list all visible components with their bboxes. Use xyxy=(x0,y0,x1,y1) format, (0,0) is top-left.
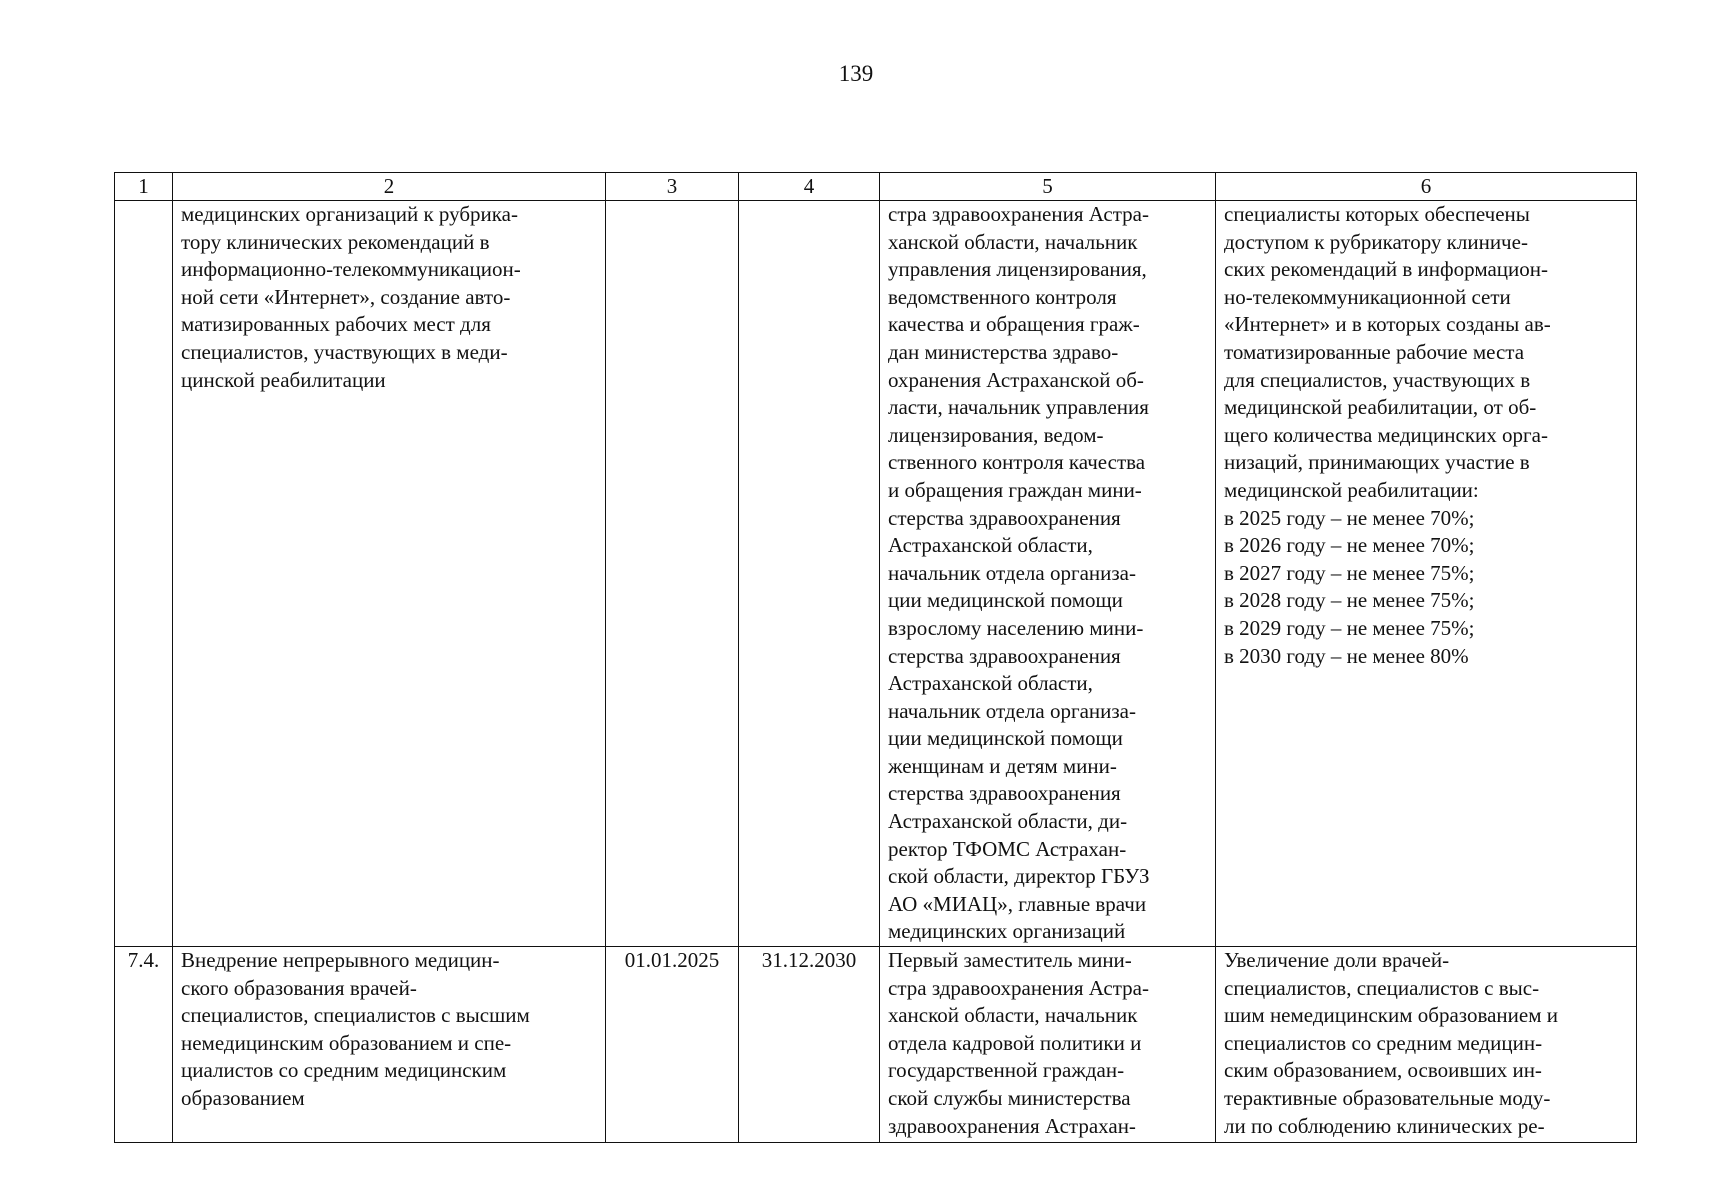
header-row xyxy=(115,173,1637,201)
text-line: низаций, принимающих участие в xyxy=(1224,450,1530,475)
text-line: в 2029 году – не менее 75%; xyxy=(1224,615,1475,640)
text-line: отдела кадровой политики и xyxy=(888,1030,1142,1055)
text-line: Увеличение доли врачей- xyxy=(1224,948,1450,973)
text-line: стерства здравоохранения xyxy=(888,781,1121,806)
table-row xyxy=(115,947,1637,1143)
text-line: ректор ТФОМС Астрахан- xyxy=(888,836,1127,861)
text-line: и обращения граждан мини- xyxy=(888,477,1142,502)
header-col-6: 6 xyxy=(1216,173,1637,201)
text-line: но-телекоммуникационной сети xyxy=(1224,284,1511,309)
text-line: начальник отдела организа- xyxy=(888,698,1136,723)
text-line: дан министерства здраво- xyxy=(888,339,1119,364)
text-line: в 2025 году – не менее 70%; xyxy=(1224,505,1475,530)
header-col-3: 3 xyxy=(606,173,739,201)
measures-table xyxy=(114,172,1637,1143)
cell-end-date: 31.12.2030 xyxy=(739,947,880,1143)
text-line: охранения Астраханской об- xyxy=(888,367,1144,392)
text-line: в 2026 году – не менее 70%; xyxy=(1224,533,1475,558)
text-line: образованием xyxy=(181,1086,305,1110)
text-line: шим немедицинским образованием и xyxy=(1224,1003,1558,1028)
text-line: ханской области, начальник xyxy=(888,1003,1138,1028)
cell-start-date: 01.01.2025 xyxy=(606,947,739,1143)
cell-result xyxy=(1216,201,1637,947)
text-line: ских рекомендаций в информацион- xyxy=(1224,257,1548,282)
header-col-2: 2 xyxy=(173,173,606,201)
text-line: для специалистов, участвующих в xyxy=(1224,367,1531,392)
cell-measure xyxy=(173,947,606,1143)
cell-number: 7.4. xyxy=(115,947,173,1143)
text-line: ции медицинской помощи xyxy=(888,588,1123,613)
text-line: стерства здравоохранения xyxy=(888,505,1121,530)
text-line: начальник отдела организа- xyxy=(888,560,1136,585)
text-line: терактивные образовательные моду- xyxy=(1224,1086,1551,1110)
table-body xyxy=(115,201,1637,1143)
text-line: стра здравоохранения Астра- xyxy=(888,202,1149,226)
text-line: доступом к рубрикатору клиниче- xyxy=(1224,229,1528,254)
text-line: Внедрение непрерывного медицин- xyxy=(181,948,500,973)
text-line: ского образования врачей- xyxy=(181,975,417,1000)
text-line: ли по соблюдению клинических ре- xyxy=(1224,1113,1545,1138)
text-line: Астраханской области, xyxy=(888,533,1093,558)
text-line: качества и обращения граж- xyxy=(888,312,1140,337)
text-line: в 2027 году – не менее 75%; xyxy=(1224,560,1475,585)
text-line: «Интернет» и в которых созданы ав- xyxy=(1224,312,1551,337)
text-line: управления лицензирования, xyxy=(888,257,1147,282)
cell-result xyxy=(1216,947,1637,1143)
text-line: ской службы министерства xyxy=(888,1086,1131,1110)
text-line: ственного контроля качества xyxy=(888,450,1146,475)
text-line: циалистов со средним медицинским xyxy=(181,1058,507,1083)
table-header xyxy=(115,173,1637,201)
text-line: женщинам и детям мини- xyxy=(888,753,1117,778)
text-line: государственной граждан- xyxy=(888,1058,1125,1083)
text-line: медицинской реабилитации, от об- xyxy=(1224,395,1537,420)
cell-responsible xyxy=(880,201,1216,947)
text-line: щего количества медицинских орга- xyxy=(1224,422,1548,447)
cell-measure xyxy=(173,201,606,947)
text-line: стерства здравоохранения xyxy=(888,643,1121,668)
text-line: ским образованием, освоивших ин- xyxy=(1224,1058,1542,1083)
text-line: информационно-телекоммуникацион- xyxy=(181,257,521,282)
text-line: специалисты которых обеспечены xyxy=(1224,202,1530,226)
text-line: Астраханской области, ди- xyxy=(888,809,1128,834)
cell-end-date xyxy=(739,201,880,947)
text-line: ведомственного контроля xyxy=(888,284,1117,309)
text-line: ции медицинской помощи xyxy=(888,726,1123,751)
cell-number xyxy=(115,201,173,947)
page-number: 139 xyxy=(838,61,874,86)
header-col-1: 1 xyxy=(115,173,173,201)
text-line: в 2030 году – не менее 80% xyxy=(1224,643,1469,668)
cell-responsible xyxy=(880,947,1216,1143)
text-line: медицинских организаций xyxy=(888,919,1126,944)
text-line: специалистов, специалистов с выс- xyxy=(1224,975,1540,1000)
text-line: в 2028 году – не менее 75%; xyxy=(1224,588,1475,613)
text-line: стра здравоохранения Астра- xyxy=(888,975,1149,1000)
table-row xyxy=(115,201,1637,947)
text-line: специалистов со средним медицин- xyxy=(1224,1030,1543,1055)
text-line: ской области, директор ГБУЗ xyxy=(888,864,1150,889)
text-line: ханской области, начальник xyxy=(888,229,1138,254)
cell-start-date xyxy=(606,201,739,947)
text-line: специалистов, специалистов с высшим xyxy=(181,1003,530,1028)
text-line: ной сети «Интернет», создание авто- xyxy=(181,284,511,309)
text-line: здравоохранения Астрахан- xyxy=(888,1113,1136,1138)
header-col-4: 4 xyxy=(739,173,880,201)
text-line: взрослому населению мини- xyxy=(888,615,1144,640)
text-line: цинской реабилитации xyxy=(181,367,386,392)
text-line: ласти, начальник управления xyxy=(888,395,1149,420)
text-line: тору клинических рекомендаций в xyxy=(181,229,490,254)
text-line: томатизированные рабочие места xyxy=(1224,339,1525,364)
text-line: Астраханской области, xyxy=(888,671,1093,696)
header-col-5: 5 xyxy=(880,173,1216,201)
text-line: лицензирования, ведом- xyxy=(888,422,1104,447)
text-line: медицинской реабилитации: xyxy=(1224,477,1479,502)
text-line: специалистов, участвующих в меди- xyxy=(181,339,508,364)
text-line: Первый заместитель мини- xyxy=(888,948,1132,973)
text-line: немедицинским образованием и спе- xyxy=(181,1030,512,1055)
text-line: матизированных рабочих мест для xyxy=(181,312,491,337)
text-line: АО «МИАЦ», главные врачи xyxy=(888,891,1147,916)
text-line: медицинских организаций к рубрика- xyxy=(181,202,518,226)
